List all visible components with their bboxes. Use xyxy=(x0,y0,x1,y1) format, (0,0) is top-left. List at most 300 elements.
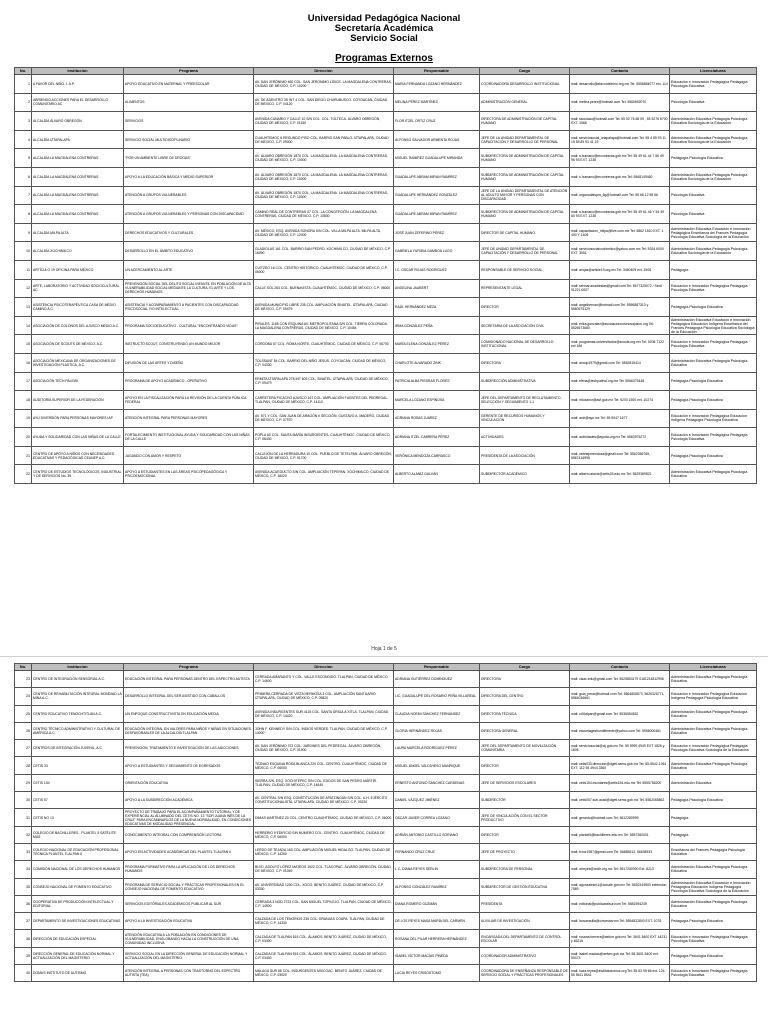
cell-address: DIMAS MARTÍNEZ 20 COL. CENTRO CUAUHTÉMOC, CIUDAD DE MÉXICO, C.P. 06000 xyxy=(254,809,394,826)
cell-address: CALZADA DE TLALPAN 515 COL. ÁLAMOS. BENITO JUÁREZ, CIUDAD DE MÉXICO, C.P. 03400 xyxy=(254,947,394,964)
cell-number: 12 xyxy=(15,279,32,298)
cell-degrees: Administración Educativa Pedagogía Psicología Educativa xyxy=(670,353,757,372)
table-body xyxy=(15,75,757,484)
table-row xyxy=(15,465,757,484)
cell-position: GERENTE DE RECURSOS HUMANOS Y VINCULACIÓN xyxy=(480,409,570,428)
cell-degrees: Educación e Innovación Pedagógica Pedagogía Psicología Educativa xyxy=(670,428,757,447)
cell-degrees: Pedagogía Psicología Educativa xyxy=(670,298,757,317)
cell-address: PIRULES, 1165 CON ESQUINA AV. METROPOLITANA S/N COL. TIERRA COLORADA. LA MAGDALENA CONTRERAS, CIUDAD DE MÉXICO, C.P. 10454 xyxy=(254,316,394,335)
cell-address: AVENIDA MUNICIPIO LIBRE 235 COL. AMPLIACIÓN SINATEL. IZTAPALAPA, CIUDAD DE MÉXICO, C.P. 09479 xyxy=(254,298,394,317)
cell-degrees: Enseñanza del Francés Pedagogía Psicología Educativa xyxy=(670,843,757,860)
cell-program: FORTALECIMIENTO INSTITUCIONAL AYUDA Y SOLIDARIDAD CON LAS NIÑAS DE LA CALLE xyxy=(124,428,254,447)
department-name: Secretaría Académica xyxy=(334,23,434,34)
cell-contact: mail: isabel.macias@aefcm.gob.mx Tel: 55 3601 8400 ext. 50473 xyxy=(570,947,670,964)
cell-institution: DOMUS INSTITUTO DE AUTISMO xyxy=(32,965,124,982)
cell-program: ATENCIÓN INTEGRAL A PERSONAS CON TRASTORNO DEL ESPECTRO AUTISTA (TEA) xyxy=(124,965,254,982)
cell-address: AV. ÁLVARO OBREGÓN 1870 COL. LA MAGDALENA. LA MAGDALENA CONTRERAS, CIUDAD DE MÉXICO, C.P. 10000 xyxy=(254,186,394,205)
cell-responsible: CLAUDIA NOEMI SÁNCHEZ FERNÁNDEZ xyxy=(394,705,480,722)
cell-contact: mail: agonzalezm1@conafe.gob.mx Tel: 5552419500 extensión 7569 xyxy=(570,878,670,895)
cell-number: 1 xyxy=(15,75,32,94)
cell-responsible: VERÓNICA MENDOZA CARRASCO xyxy=(394,446,480,465)
cell-responsible: MELINA PÉREZ MARTÍNEZ xyxy=(394,93,480,112)
table-row xyxy=(15,75,757,94)
cell-contact: mail: s.humano@mcontreras.gob.mx Tel: 55 49 61 44 7 56 49 96 93 EXT. 1238 xyxy=(570,149,670,168)
cell-program: APOYO EN ACTIVIDADES ACADÉMICAS DEL PLANTEL TLALPAN II xyxy=(124,843,254,860)
cell-degrees: Administración Educativa Pedagogía Psicología Educativa Sociología de la Educación xyxy=(670,167,757,186)
cell-position: SUBDIRECTORA DE ADMINISTRACIÓN DE CAPITAL HUMANO xyxy=(480,167,570,186)
cell-responsible: PATRICIA ALBA PIEDRAS FLORES xyxy=(394,372,480,391)
table-body xyxy=(15,671,757,982)
cell-number: 23 xyxy=(15,671,32,688)
cell-degrees: Administración Educativa Pedagogía Psicología Educativa xyxy=(670,757,757,774)
cell-institution: CENTRO DE ESTUDIOS TECNOLÓGICOS, INDUSTRIAL Y DE SERVICIOS No. 39 xyxy=(32,465,124,484)
table-row xyxy=(15,688,757,705)
col-header-position: Cargo xyxy=(480,664,570,671)
cell-degrees: Pedagogía Psicología Educativa xyxy=(670,372,757,391)
cell-institution: AYÚ DIVERSIÓN PARA PERSONAS MAYORES IAP xyxy=(32,409,124,428)
cell-program: ATENCIÓN A GRUPOS VULNERABLES Y PERSONAS CON DISCAPACIDAD xyxy=(124,205,254,224)
cell-contact: mail: cetis154.escolares@cetis154.edu.mx Tel: 5555756200 xyxy=(570,774,670,791)
cell-institution: CENTRO DE INTEGRACIÓN SENSORIAL A.C. xyxy=(32,671,124,688)
cell-address: PRIMERA CERRADA DE VISTA HERMOSA 3 COL. AMPLIACIÓN SANTUARIO. IZTAPALAPA, CIUDAD DE MÉXICO, C.P. 09820 xyxy=(254,688,394,705)
col-header-program: Programa xyxy=(124,664,254,671)
cell-responsible: DANIEL VÁZQUEZ JIMÉNEZ xyxy=(394,792,480,809)
cell-number: 3 xyxy=(15,112,32,131)
cell-degrees: Pedagogía Psicología Educativa xyxy=(670,947,757,964)
table-row xyxy=(15,409,757,428)
cell-institution: ALCALDÍA XOCHIMILCO xyxy=(32,242,124,261)
cell-position: SUBDIRECTORA DE ADMINISTRACIÓN DE CAPITAL HUMANO xyxy=(480,205,570,224)
table-row xyxy=(15,861,757,878)
office-name: Servicio Social xyxy=(350,33,418,44)
cell-position: DIRECTOR xyxy=(480,298,570,317)
cell-institution: ALCALDÍA LA MAGDALENA CONTRERAS xyxy=(32,167,124,186)
cell-institution: CENTRO TÉCNICO ADMINISTRATIVO Y CULTURAL DE AMÉRICA A.C. xyxy=(32,722,124,739)
cell-number: 22 xyxy=(15,465,32,484)
col-header-address: Dirección xyxy=(254,664,394,671)
programs-table-page-2 xyxy=(14,663,757,982)
cell-responsible: GUADALUPE ABRAM MIRAN RAMÍREZ xyxy=(394,167,480,186)
cell-address: JOHN F. KENNEDY S/N COL. INDIOS VERDES. TLALPAN, CIUDAD DE MÉXICO, C.P. 14000 xyxy=(254,722,394,739)
cell-number: 2 xyxy=(15,93,32,112)
cell-address: MÁLAGA SUR 68 COL. INSURGENTES MIXCOAC. BENITO JUÁREZ, CIUDAD DE MÉXICO, C.P. 03920 xyxy=(254,965,394,982)
cell-degrees: Pedagogía xyxy=(670,826,757,843)
cell-number: 28 xyxy=(15,757,32,774)
cell-degrees: Administración Educativa Pedagogía Psicología Educativa xyxy=(670,895,757,912)
cell-number: 11 xyxy=(15,260,32,279)
cell-position: JEFE DE UNIDAD DEPARTAMENTAL DE CAPACITACIÓN Y DESARROLLO DE PERSONAL xyxy=(480,242,570,261)
cell-institution: ALCALDÍA LA MAGDALENA CONTRERAS xyxy=(32,149,124,168)
cell-degrees: Psicología Educativa xyxy=(670,93,757,112)
cell-institution: DIRECCIÓN DE EDUCACIÓN ESPECIAL xyxy=(32,930,124,947)
cell-program: JUGANDO CON AMOR Y RESPETO xyxy=(124,446,254,465)
col-header-program: Programa xyxy=(124,68,254,75)
col-header-degrees: Licenciaturas xyxy=(670,68,757,75)
cell-institution: ASOCIACIÓN DE SCOUTS DE MÉXICO, A.C. xyxy=(32,335,124,354)
cell-number: 6 xyxy=(15,167,32,186)
cell-responsible: GUADALUPE HERNÁNDEZ GONZÁLEZ xyxy=(394,186,480,205)
cell-institution: ASISTENCIA PSICOTERAPÉUTICA CASA DE MEDIO CAMINO A.C. xyxy=(32,298,124,317)
cell-number: 25 xyxy=(15,705,32,722)
cell-address: AVENIDA ACUEDUCTO S/N COL. AMPLIACIÓN TEPEPAN. XOCHIMILCO, CIUDAD DE MÉXICO, C.P. 16020 xyxy=(254,465,394,484)
cell-number: 32 xyxy=(15,826,32,843)
cell-number: 39 xyxy=(15,947,32,964)
cell-institution: COLEGIO DE BACHILLERES - PLANTEL 5 SATÉLITE MÁS xyxy=(32,826,124,843)
cell-program: ALIMENTOS xyxy=(124,93,254,112)
cell-responsible: CHARLOTE ALVARADO ZINK xyxy=(394,353,480,372)
table-row xyxy=(15,279,757,298)
cell-contact: mail: rosana.herrera@aefcm.gob.mx Tel: 3601 8400 EXT 44231 y 46216 xyxy=(570,930,670,947)
cell-degrees: Administración Educativa Pedagogía Psicología Educativa Sociología de la Educación xyxy=(670,130,757,149)
cell-degrees: Educación e Innovación Pedagógica Pedagogía Psicología Educativa Sociología de la Educación xyxy=(670,740,757,757)
cell-program: INSTRUCTO SCOUT, CONSTRUYENDO UN MUNDO MEJOR xyxy=(124,335,254,354)
cell-address: CALLEJÓN DE LA HERRADURA 10 COL. PUEBLO DE TETELPAN. ÁLVARO OBREGÓN, CIUDAD DE MÉXICO, C.P. 01700 xyxy=(254,446,394,465)
cell-address: LERDO DE TEJADA 163 COL. AMPLIACIÓN MIGUEL HIDALGO. TLALPAN, CIUDAD DE MÉXICO, C.P. 14250 xyxy=(254,843,394,860)
cell-position: JEFE DE SERVICIOS ESCOLARES xyxy=(480,774,570,791)
cell-position: DIRECTORA xyxy=(480,353,570,372)
cell-contact: mail: amoip1979@gmail.com Tel: 5552815414 xyxy=(570,353,670,372)
programs-table-page-1 xyxy=(14,67,757,484)
cell-institution: ARTÍCULO 19 OFICINA PARA MÉXICO xyxy=(32,260,124,279)
cell-institution: CETIS NO 13 xyxy=(32,809,124,826)
cell-position: COORDINADORA DESARROLLO INSTITUCIONAL xyxy=(480,75,570,94)
table-row xyxy=(15,705,757,722)
table-row xyxy=(15,335,757,354)
table-row xyxy=(15,205,757,224)
col-header-contact: Contacto xyxy=(570,68,670,75)
cell-institution: CENTROS DE INTEGRACIÓN JUVENIL, A.C. xyxy=(32,740,124,757)
cell-degrees: Administración Educativa Pedagogía Psicología Educativa Sociología de la Educación xyxy=(670,112,757,131)
cell-degrees: Administración Educativa Educación e Innovación Pedagógica Educación Indígena Pedagogía Psicología Educativa Sociología de la Educación xyxy=(670,878,757,895)
cell-contact: mail: drreyes@cndh.org.mx Tel: 5517250900 Ext. 8213 xyxy=(570,861,670,878)
cell-program: APOYO A LA SUBDIRECCIÓN ACADÉMICA xyxy=(124,792,254,809)
cell-responsible: ADRIANA ROSAS JUÁREZ xyxy=(394,409,480,428)
cell-position: COMISIONADO NACIONAL DE DESARROLLO INSTITUCIONAL xyxy=(480,335,570,354)
cell-contact: mail: ctl.tlalpan@gmail.com Tel: 5536554532 xyxy=(570,705,670,722)
col-header-position: Cargo xyxy=(480,68,570,75)
table-row xyxy=(15,757,757,774)
cell-program: CONOCIMIENTO INTEGRAL CON COMPRENSIÓN LECTORA xyxy=(124,826,254,843)
cell-responsible: MARÍA ELENA GONZÁLEZ PÉREZ xyxy=(394,335,480,354)
cell-responsible: ALFONSO GONZÁLEZ RAMÍREZ xyxy=(394,878,480,895)
table-row xyxy=(15,826,757,843)
cell-degrees: Administración Educativa Pedagogía Psicología Educativa xyxy=(670,705,757,722)
cell-responsible: IRMA GONZÁLEZ PEÑA xyxy=(394,316,480,335)
cell-address: BLVD. ADOLFO LÓPEZ MATEOS 1922 COL. TLACOPAC. ÁLVARO OBREGÓN, CIUDAD DE MÉXICO, C.P. 01049 xyxy=(254,861,394,878)
cell-responsible: JOSÉ JUAN ZEFERINO PÉREZ xyxy=(394,223,480,242)
table-row xyxy=(15,167,757,186)
cell-contact: mail: desarrollo@afavordelnino.org.mx Tel: 5556684077 ext. 114 xyxy=(570,75,670,94)
cell-institution: DEPARTAMENTO DE INVESTIGACIONES EDUCATIVAS xyxy=(32,913,124,930)
cell-address: CERRADA AMARANTO Y COL. VALLE ESCONDIDO. TLALPAN, CIUDAD DE MÉXICO, C.P. 14600 xyxy=(254,671,394,688)
cell-position: DIRECTORA DEL CENTRO xyxy=(480,688,570,705)
cell-degrees: Pedagogía xyxy=(670,809,757,826)
cell-institution: ALCALDÍA LA MAGDALENA CONTRERAS xyxy=(32,205,124,224)
cell-program: APOYO EN LA FISCALIZACIÓN PARA LA REVISIÓN DE LA CUENTA PÚBLICA FEDERAL xyxy=(124,391,254,410)
cell-responsible: ROSANA DEL PILAR HERRERA HERNÁNDEZ xyxy=(394,930,480,947)
cell-number: 20 xyxy=(15,428,32,447)
cell-address: HERRERIO 9 EDIFICIO SIN NÚMERO COL. CENTRO. CUAUHTÉMOC, CIUDAD DE MÉXICO, C.P. 06000 xyxy=(254,826,394,843)
table-row xyxy=(15,722,757,739)
table-row xyxy=(15,671,757,688)
cell-position: RESPONSABLE DE SERVICIO SOCIAL xyxy=(480,260,570,279)
cell-institution: ASOCIACIÓN TECH PALEWI xyxy=(32,372,124,391)
cell-contact: mail: serviciosocial@cij.gob.mx Tel: 55 5999 4949 EXT 1826 y 1605 xyxy=(570,740,670,757)
cell-address: CARRETERA PICACHO AJUSCO 167 COL. AMPLIACIÓN FUENTES DEL PEDREGAL. TLALPAN, CIUDAD DE MÉXICO, C.P. 14110 xyxy=(254,391,394,410)
cell-contact: mail: serviciosocialxochimilco@yahoo.com.mx Tel: 5334 6000 EXT. 3551 xyxy=(570,242,670,261)
cell-institution: ALCALDÍA MILPA ALTA xyxy=(32,223,124,242)
cell-number: 4 xyxy=(15,130,32,149)
cell-degrees: Psicología Educativa xyxy=(670,205,757,224)
cell-address: CUITZEO 16 COL. CENTRO HISTÓRICO. CUAUHTÉMOC, CIUDAD DE MÉXICO, C.P. 06000 xyxy=(254,260,394,279)
cell-responsible: ALBERTO ALANÍZ GALVÁN xyxy=(394,465,480,484)
cell-responsible: FLOR ITZEL ORTIZ CRUZ xyxy=(394,112,480,131)
cell-degrees: Administración Educativa Pedagogía Psicología Educativa xyxy=(670,465,757,484)
cell-institution: CENTRO DE APOYO A NIÑOS CON NECESIDADES EDUCATIVAS Y PEDAGÓGICAS CEANEP A.C. xyxy=(32,446,124,465)
cell-number: 31 xyxy=(15,809,32,826)
cell-address: ERMITA IZTAPALAPA 278 INT 603 COL. SINATEL. IZTAPALAPA, CIUDAD DE MÉXICO, C.P. 09479 xyxy=(254,372,394,391)
cell-position: DIRECTORA TÉCNICA xyxy=(480,705,570,722)
cell-contact: mail: serviciosocial_iztapalapa@hotmail.com Tel: 55 4 89 93 11 15 55 89 93 41 19 xyxy=(570,130,670,149)
cell-degrees: Educación e Innovación Pedagógica Educación Indígena Pedagogía Psicología Educativa xyxy=(670,688,757,705)
table-row xyxy=(15,809,757,826)
cell-program: APOYO A LA EDUCACIÓN BÁSICA Y MEDIO SUPERIOR xyxy=(124,167,254,186)
cell-contact: mail: alberto.alaniz@cetis39.edu.mx Tel: 5529369821 xyxy=(570,465,670,484)
cell-program: "POR UN AMBIENTE LIBRE DE DROGAS" xyxy=(124,149,254,168)
cell-responsible: MARCELA LOZANO ESPINOSA xyxy=(394,391,480,410)
cell-program: ATENCIÓN EDUCATIVA A LA POBLACIÓN EN CONDICIONES DE VULNERABILIDAD, ENGLOBANDO HACIA LA CONSTRUCCIÓN DE UNA COMUNIDAD INCLUSIVA xyxy=(124,930,254,947)
cell-program: PROGRAMA SOCIOEDUCATIVO - CULTURAL "ENCONTRANDO VIDAS" xyxy=(124,316,254,335)
cell-program: UN ENFOQUE CONSTRUCTIVISTA EN EDUCACIÓN MEDIA xyxy=(124,705,254,722)
page-title: Programas Externos xyxy=(335,53,433,64)
cell-contact: mail: s.humano@mcontreras.gob.mx Tel: 5568149460 xyxy=(570,167,670,186)
cell-program: PROGRAMA DE SERVICIO SOCIAL Y PRÁCTICAS PROFESIONALES EN EL CONSEJO NACIONAL DE FOMENTO EDUCATIVO xyxy=(124,878,254,895)
table-row xyxy=(15,878,757,895)
cell-institution: ARTE, LABORATORIO Y ACTIVIDAD SOCIOCULTURAL AC xyxy=(32,279,124,298)
cell-address: CUAUHTEMOC 6 REGUNDO PISO COL. BARRIO SAN PABLO. IZTAPALAPA, CIUDAD DE MÉXICO, C.P. 09000 xyxy=(254,130,394,149)
cell-address: TOLSSANT 54 COL. BARRIO DEL NIÑO JESÚS. COYOACÁN, CIUDAD DE MÉXICO, C.P. 04330 xyxy=(254,353,394,372)
cell-number: 18 xyxy=(15,391,32,410)
cell-position: SUBDIRECTOR ACADÉMICO xyxy=(480,465,570,484)
cell-position: DIRECTORA xyxy=(480,671,570,688)
cell-program: DESARROLLO EN EL ÁMBITO EDUCATIVO xyxy=(124,242,254,261)
cell-contact: mail: sermar.anadiestas@gmail.com Tel: 5577325072 / Secil 91221 6007 xyxy=(570,279,670,298)
cell-degrees: Educación e Innovación Pedagógica Pedagogía Psicología Educativa xyxy=(670,335,757,354)
cell-address: AV. SAN JERÓNIMO 460 COL. SAN JERÓNIMO LÍDICE. LA MAGDALENA CONTRERAS, CIUDAD DE MÉXICO, C.P. 10200 xyxy=(254,75,394,94)
cell-responsible: ERNESTO ANTONIO SÁNCHEZ CARDENAS xyxy=(394,774,480,791)
table-row xyxy=(15,446,757,465)
table-row xyxy=(15,930,757,947)
cell-address: AV. SAN JERÓNIMO 372 COL. JARDINES DEL PEDREGAL. ÁLVARO OBREGÓN, CIUDAD DE MÉXICO, C.P. 01900 xyxy=(254,740,394,757)
cell-position: SUBDIRECCIÓN ADMINISTRATIVA xyxy=(480,372,570,391)
cell-address: AV. CENTRAL S/N ESQ. CONSTITUCIÓN DE APATZINGÁN S/N COL. U.H. EJÉRCITO CONSTITUCIONALISTA. IZTAPALAPA, CIUDAD DE MÉXICO, C.P. 09220 xyxy=(254,792,394,809)
cell-number: 37 xyxy=(15,913,32,930)
cell-address: AVENIDA CANARIO Y CALLE 10 S/N COL. COL. TOLTECA. ÁLVARO OBREGÓN, CIUDAD DE MÉXICO, C.P. 01150 xyxy=(254,112,394,131)
cell-institution: ASOCIACIÓN DE COLONOS DEL AJUSCO MEDIO A.C. xyxy=(32,316,124,335)
cell-program: ORIENTACIÓN EDUCATIVA xyxy=(124,774,254,791)
cell-position: JEFE DE LA UNIDAD DEPARTAMENTAL DE ATENCIÓN AL ADULTO MAYOR Y PERSONAS CON DISCAPACIDAD xyxy=(480,186,570,205)
cell-address: AV. UNIVERSIDAD 1200 COL. XOCO. BENITO JUÁREZ, CIUDAD DE MÉXICO, C.P. 03330 xyxy=(254,878,394,895)
cell-contact: mail: ceanepmendoza@gmail.com Tel: 5562356765, 5567416998 xyxy=(570,446,670,465)
cell-address: AV. 571 Y COL. SAN JUAN DE ARAGÓN II SECCIÓN. GUSTAVO A. MADERO, CIUDAD DE MÉXICO, C.P. 07970 xyxy=(254,409,394,428)
cell-number: 36 xyxy=(15,895,32,912)
cell-contact: mail: cetis033.direccion@dgeti.sems.gob.mx Tel: 55-5542-1061 EXT. 112 55 4944 3360 xyxy=(570,757,670,774)
col-header-address: Dirección xyxy=(254,68,394,75)
cell-position: COORDINADOR ADMINISTRATIVO xyxy=(480,947,570,964)
cell-position: DIRECTORA GENERAL xyxy=(480,722,570,739)
cell-program: PROGRAMA FORMATIVO PARA LA APLICACIÓN DE LOS DERECHOS HUMANOS xyxy=(124,861,254,878)
cell-institution: A FAVOR DEL NIÑO, I. A.P. xyxy=(32,75,124,94)
cell-contact: mail: mlozanor@asf.gob.mx Tel: 5200 1500 ext. 10274 xyxy=(570,391,670,410)
cell-responsible: RAÚL HERNÁNDEZ MEZA xyxy=(394,298,480,317)
table-row xyxy=(15,242,757,261)
cell-degrees: Educación e Innovación Pedagógica Educación Indígena Pedagogía Psicología Educativa xyxy=(670,409,757,428)
cell-program: ASISTENCIA Y ACOMPAÑAMIENTO A PACIENTES CON DISCAPACIDAD PSICOSOCIAL Y/O INTELECTUAL. xyxy=(124,298,254,317)
cell-contact: mail: gerardo@hotmail.com Tel: 5612280999 xyxy=(570,809,670,826)
table-header-row xyxy=(15,68,757,75)
cell-contact: mail: organodatspm_5g@hotmail.com Tel: 55 68 12 98 66 xyxy=(570,186,670,205)
cell-contact: mail: plantel5@bachilleres.edu.mx Tel: 5557260001 xyxy=(570,826,670,843)
cell-contact: mail: arojas@article19.org.mx Tel: 3460409 ext. 1506 xyxy=(570,260,670,279)
cell-responsible: MARÍA FERNANDA LOZANO HERNÁNDEZ xyxy=(394,75,480,94)
col-header-contact: Contacto xyxy=(570,664,670,671)
cell-responsible: ALFONSO SALVADOR ARMENTA ROJAS xyxy=(394,130,480,149)
cell-institution: AUDITORÍA SUPERIOR DE LA FEDERACIÓN xyxy=(32,391,124,410)
cell-position: REPRESENTANTE LEGAL xyxy=(480,279,570,298)
cell-number: 14 xyxy=(15,316,32,335)
cell-degrees: Psicología Educativa xyxy=(670,186,757,205)
cell-position: SUBDIRECTORA DE PERSONAL xyxy=(480,861,570,878)
cell-degrees: Educación e Innovación Pedagógica Pedagogía Psicología Educativa xyxy=(670,279,757,298)
cell-number: 38 xyxy=(15,930,32,947)
table-row xyxy=(15,260,757,279)
cell-number: 15 xyxy=(15,335,32,354)
cell-position: PRESIDENTA DE LA ASOCIACIÓN xyxy=(480,446,570,465)
cell-contact: mail: actividades@ayuda.org.mx Tel: 5563975272 xyxy=(570,428,670,447)
cell-program: EDUCACIÓN INTEGRAL EN VALORES PARA NIÑOS Y NIÑAS EN SITUACIONES DESFAVORABLES DE LA ALCALDÍA TLALPAN xyxy=(124,722,254,739)
table-row xyxy=(15,316,757,335)
cell-institution: CETIS 33 xyxy=(32,757,124,774)
col-header-institution: Institución xyxy=(32,68,124,75)
cell-number: 13 xyxy=(15,298,32,317)
cell-number: 30 xyxy=(15,792,32,809)
cell-institution: ALCALDÍA ÁLVARO OBREGÓN xyxy=(32,112,124,131)
cell-position: JEFE DEL DEPARTAMENTO DE RECLUTAMIENTO, SELECCIÓN Y SEGUIMIENTO 1.1 xyxy=(480,391,570,410)
cell-program: ATENCIÓN A GRUPOS VULNERABLES xyxy=(124,186,254,205)
cell-number: 40 xyxy=(15,965,32,982)
cell-responsible: ADRIÁN ANTONIO CASTILLO SORIANO xyxy=(394,826,480,843)
table-row xyxy=(15,223,757,242)
cell-responsible: OSCAR JAVIER CORREA LOZANO xyxy=(394,809,480,826)
cell-address: SIERRA S/N, ESQ. XOCHITEPEC S/N COL. EJIDOS DE SAN PEDRO MÁRTIR. TLALPAN, CIUDAD DE MÉXICO, C.P. 14640 xyxy=(254,774,394,791)
cell-degrees: Educación e Innovación Pedagógica Pedagogía Psicología Educativa xyxy=(670,75,757,94)
col-header-responsible: Responsable xyxy=(394,664,480,671)
col-header-degrees: Licenciaturas xyxy=(670,664,757,671)
col-header-responsible: Responsable xyxy=(394,68,480,75)
cell-position: JEFE DE PROYECTO xyxy=(480,843,570,860)
cell-degrees: Administración Educativa Educación e Innovación Pedagógica Enseñanza del Francés Pedagogía Psicología Educativa Sociología de la Educación xyxy=(670,223,757,242)
cell-institution: CONSEJO NACIONAL DE FOMENTO EDUCATIVO xyxy=(32,878,124,895)
cell-number: 9 xyxy=(15,223,32,242)
cell-position: JEFE DE VINCULACIÓN CON EL SECTOR PRODUCTIVO xyxy=(480,809,570,826)
table-row xyxy=(15,372,757,391)
page-divider xyxy=(0,656,768,657)
cell-program: DERECHOS EDUCATIVOS Y CULTURALES xyxy=(124,223,254,242)
cell-number: 34 xyxy=(15,861,32,878)
cell-position: DIRECTOR xyxy=(480,757,570,774)
cell-degrees: Pedagogía xyxy=(670,260,757,279)
table-row xyxy=(15,186,757,205)
cell-number: 19 xyxy=(15,409,32,428)
cell-degrees: Administración Educativa xyxy=(670,774,757,791)
cell-contact: mail: capacitacion_milpa@live.com.mx Tel: 5862 1510 EXT. 1 400 Y 1405 xyxy=(570,223,670,242)
cell-contact: mail: ssociaao@hotmail.com Tel: 55 52 76 68 09 , 55 5276 6700 EXT. 1568 xyxy=(570,112,670,131)
cell-responsible: ISABEL VÍCTOR MACÍAS PINEDA xyxy=(394,947,480,964)
cell-responsible: DIANA ROMERO GUZMÁN xyxy=(394,895,480,912)
table-row xyxy=(15,93,757,112)
cell-program: UN ACERCAMIENTO AL ARTE xyxy=(124,260,254,279)
cell-responsible: ADRIANA GUTIÉRREZ DOMÍNGUEZ xyxy=(394,671,480,688)
col-header-no: No. xyxy=(15,664,32,671)
cell-position: DIRECTORA DE ADMINISTRACIÓN DE CAPITAL HUMANO xyxy=(480,112,570,131)
table-row xyxy=(15,740,757,757)
cell-institution: DIRECCIÓN GENERAL DE EDUCACIÓN NORMAL Y ACTUALIZACIÓN DEL MAGISTERIO xyxy=(32,947,124,964)
cell-program: PROGRAMA DE APOYO ACADÉMICO - OPERATIVO xyxy=(124,372,254,391)
cell-number: 21 xyxy=(15,446,32,465)
cell-address: CALLE SOL 263 COL. BUENAVISTA. CUAUHTÉMOC, CIUDAD DE MÉXICO, C.P. 06000 xyxy=(254,279,394,298)
table-row xyxy=(15,913,757,930)
cell-position: ADMINISTRACIÓN GENERAL xyxy=(480,93,570,112)
cell-degrees: Pedagogía Psicología Educativa xyxy=(670,913,757,930)
cell-institution: COMISIÓN NACIONAL DE LOS DERECHOS HUMANOS xyxy=(32,861,124,878)
cell-program: ATENCIÓN INTEGRAL PARA PERSONAS MAYORES xyxy=(124,409,254,428)
table-row xyxy=(15,947,757,964)
cell-position: JEFE DE LA UNIDAD DEPARTAMENTAL DE CAPACITACIÓN Y DESARROLLO DE PERSONAL xyxy=(480,130,570,149)
cell-responsible: MIGUEL RAMÍREZ GUADALUPE MIRANDA xyxy=(394,149,480,168)
cell-position: AUXILIAR DE INVESTIGACIÓN xyxy=(480,913,570,930)
cell-number: 35 xyxy=(15,878,32,895)
cell-responsible: GUADALUPE ABRAM MIRAN RAMÍREZ xyxy=(394,205,480,224)
cell-number: 7 xyxy=(15,186,32,205)
cell-degrees: Pedagogía Psicología Educativa xyxy=(670,792,757,809)
cell-address: AV. DE ADENTRO 3S INT 4 COL. SAN DIEGO CHURUBUSCO. COYOACÁN, CIUDAD DE MÉXICO, C.P. 04120 xyxy=(254,93,394,112)
cell-contact: mail: programas.universitarios@scouts.org.mx Tel: 5208 7122 ext 186 xyxy=(570,335,670,354)
cell-contact: mail: editorial@publicaralsur.com Tel: 5581594249 xyxy=(570,895,670,912)
cell-contact: mail: ardr@ayu.mx Tel: 55 5047 1677 xyxy=(570,409,670,428)
cell-institution: ASOCIACIÓN MEXICANA DE ORGANIZACIONES DE INVESTIGACIÓN PLÁSTICA, A.C. xyxy=(32,353,124,372)
col-header-no: No. xyxy=(15,68,32,75)
cell-number: 17 xyxy=(15,372,32,391)
cell-degrees: Pedagogía Psicología Educativa xyxy=(670,446,757,465)
cell-address: POPLA 60 COL. SANTA MARÍA INSURGENTES. CUAUHTÉMOC, CIUDAD DE MÉXICO, C.P. 06430 xyxy=(254,428,394,447)
cell-contact: mail: cetis057.sub.acad@dgeti.sems.gob.mx Tel: 5562065862 xyxy=(570,792,670,809)
cell-address: CAMINO REAL DE CONTRERAS 37 COL. LA CONCEPCIÓN. LA MAGDALENA CONTRERAS, CIUDAD DE MÉXICO, C.P. 10830 xyxy=(254,205,394,224)
cell-contact: mail: elena@techpalewi.org.mx Tel: 5566375448 xyxy=(570,372,670,391)
table-row xyxy=(15,792,757,809)
cell-program: APOYO A ESTUDIANTES EN LAS ÁREAS PSICOPEDAGÓGICA Y PSICOEMOCIONAL xyxy=(124,465,254,484)
cell-contact: mail: s.humano@mcontreras.gob.mx Tel: 55 49 61 46 Y 54 49 60 93 EXT. 1238 xyxy=(570,205,670,224)
cell-degrees: Pedagogía Psicología Educativa xyxy=(670,391,757,410)
cell-institution: ABRIENDO ACCIONES PARA EL DESARROLLO COMUNITARIO AC xyxy=(32,93,124,112)
cell-contact: mail: erika.gonzalez@asociacioncolonosajusco.org Tel: 5526573680 xyxy=(570,316,670,335)
cell-address: CALZADA DE TLALPAN 515 COL. ÁLAMOS. BENITO JUÁREZ, CIUDAD DE MÉXICO, C.P. 03400 xyxy=(254,930,394,947)
cell-institution: CENTRO EDUCATIVO TENOCHTITLAN A.C. xyxy=(32,705,124,722)
cell-degrees: Administración Educativa Pedagogía Psicología Educativa xyxy=(670,671,757,688)
cell-institution: AYUDA Y SOLIDARIDAD CON LAS NIÑAS DE LA CALLE xyxy=(32,428,124,447)
cell-address: CALZADA DE LOS TENORIOS 235 COL. GRANJAS COAPA. TLALPAN, CIUDAD DE MÉXICO, C.P. 14330 xyxy=(254,913,394,930)
cell-program: DESARROLLO INTEGRAL DEL SER ASISTIDO CON CABALLOS xyxy=(124,688,254,705)
cell-position: JEFE DEL DEPARTAMENTO DE MOVILIZACIÓN COMUNITARIA xyxy=(480,740,570,757)
